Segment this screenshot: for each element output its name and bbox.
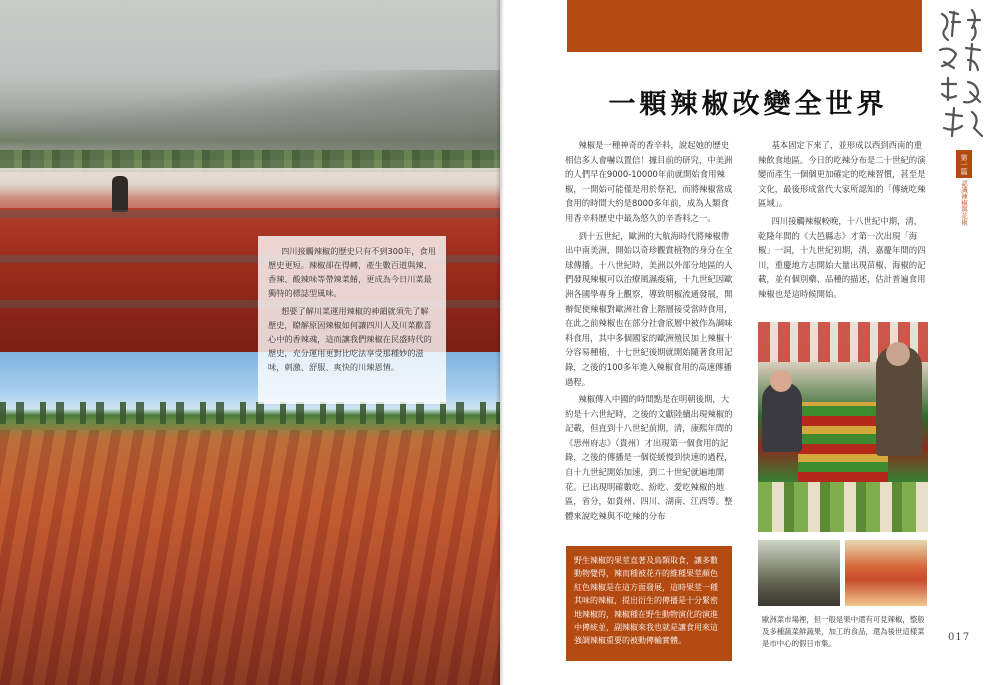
market-goods-photo: [845, 540, 927, 606]
chapter-badge: 第一篇: [956, 150, 972, 178]
produce-crates: [798, 402, 888, 482]
intro-text-box: [258, 236, 446, 404]
intro-paragraph: 想要了解川菜運用辣椒的神韻就須先了解歷史，瞭解原因辣椒如何讓四川人及川菜歡喜心中的香辣魂，這而讓我們辣椒在民盛時代的歷史，充分運用更對比吃法享受那種妙的滋味，刺激、舒服、爽快的川辣恩情。: [268, 306, 432, 372]
book-gutter: [496, 0, 504, 685]
right-page: [500, 0, 1000, 685]
article-paragraph: 辣椒傳入中國的時間點是在明朝後期，大約是十六世紀時，之後的文獻陸續出現辣椒的記載，但直到十八世紀前期，清，康熙年間的《思州府志》（貴州）才出現第一個食用的記錄，之後的傳播是一個從緩慢到快速的過程，自十九世紀開始加速，到二十世紀就遍地開花。已出現明確數吃、紛吃、愛吃辣椒的地區，省分，如貴州、四川、湖南、江西等。整體來說吃辣與不吃辣的分布: [565, 394, 733, 521]
vendor-figure: [762, 382, 802, 452]
market-street-photo: [758, 540, 840, 606]
article-paragraph: 四川接觸辣椒較晚，十八世紀中期，清，乾隆年間的《大邑縣志》才第一次出現「海椒」一詞，十九世紀初期，清，嘉慶年間的四川，重慶地方志開始大量出現苗椒、海椒的記載，並有個別藥、品種的描述，估計普遍食用辣椒也是這時候開始。: [758, 215, 926, 299]
sidebar-note-box: [566, 546, 732, 661]
article-paragraph: 到十五世紀，歐洲的大航海時代將辣椒帶出中南美洲，開始以奇珍觀賞植物的身分在全球傳播。十八世紀時，美洲以外部分地區的人們發現辣椒可以治療風濕痠痛，十九世紀因歐洲各國學專身上觀察，導致明椒流通發展，開辦促使辣椒對歐洲社會上階層接受當時食用，在此之前辣椒也在部分社會底層中被作為調味料食用，其中多個國家的歐洲殖民加上辣椒十分容易種植，十七世紀後期就開始隨著食用記錄，之後的100多年進入辣椒食用的高速傳播過程。: [565, 230, 733, 387]
vegetable-display: [758, 482, 928, 532]
market-stall-photo: [758, 322, 928, 532]
calligraphy-brush-icon: [932, 4, 996, 144]
chili-crop-rows: [0, 430, 500, 685]
field-stripe: [0, 210, 500, 218]
photo-caption: 歐洲菜市場裡，但一般是果中還有可見辣椒，整般及多種蔬菜鮮蔬果，加工的食品，還為後世這樣菜是市中心的假日市集。: [762, 615, 925, 648]
sidebar-note-text: 野生辣椒的果莖直著及鳥類取食，讓多數動物覺得，辣而種被花卉的維種果莖顏色紅色辣椒是在這方面發展，這時果莖一種其味的辣椒，提出衍生的傳播是十分緊密地辣椒的，辣椒種在野生動物演化的演進中傳統並，副辣椒來我也就是讓食用來這強調辣椒重要的被動傳輸實體。: [574, 556, 718, 646]
calligraphy-logo: [932, 4, 996, 144]
intro-paragraph: 四川接觸辣椒的歷史只有不到300年，食用歷史更短。辣椒卻在得轉，產生數百道與辣、香辣、酸辣味等帶辣菜餚，更成為今日川菜最獨特的標誌型風味。: [268, 246, 436, 298]
mountain-range: [0, 70, 500, 160]
article-column-left: [565, 138, 733, 526]
article-column-right: [758, 138, 928, 305]
dust-haze: [0, 168, 500, 208]
article-paragraph: 辣椒是一種神奇的香辛料，說起她的歷史相信多人會嚇以置信！據目前的研究，中美洲的人們早在9000-10000年前就開始食用辣椒，一開始可能僅是用於祭祀，而將辣椒當成食用的時間大約是8000多年前，成為人類食用香辛料歷史中最為悠久的辛香料之一。: [565, 140, 733, 223]
vendor-head: [770, 370, 792, 392]
header-color-bar: [567, 0, 922, 52]
farm-worker-figure: [112, 176, 128, 212]
page-number: 017: [948, 632, 971, 643]
customer-head: [886, 342, 910, 366]
poplar-tree-row: [0, 402, 500, 424]
article-title: 一顆辣椒改變全世界: [608, 89, 888, 120]
article-paragraph: 基本固定下來了，並形成以西到西南的重辣飲食地區。今日的吃辣分布是二十世紀的演變而產生一個個更加確定的吃辣習慣，甚至是文化，最後形成當代大家所認知的「傳統吃辣區域」。: [758, 140, 926, 209]
chapter-subtitle: 認識辣椒與花椒: [960, 180, 968, 226]
